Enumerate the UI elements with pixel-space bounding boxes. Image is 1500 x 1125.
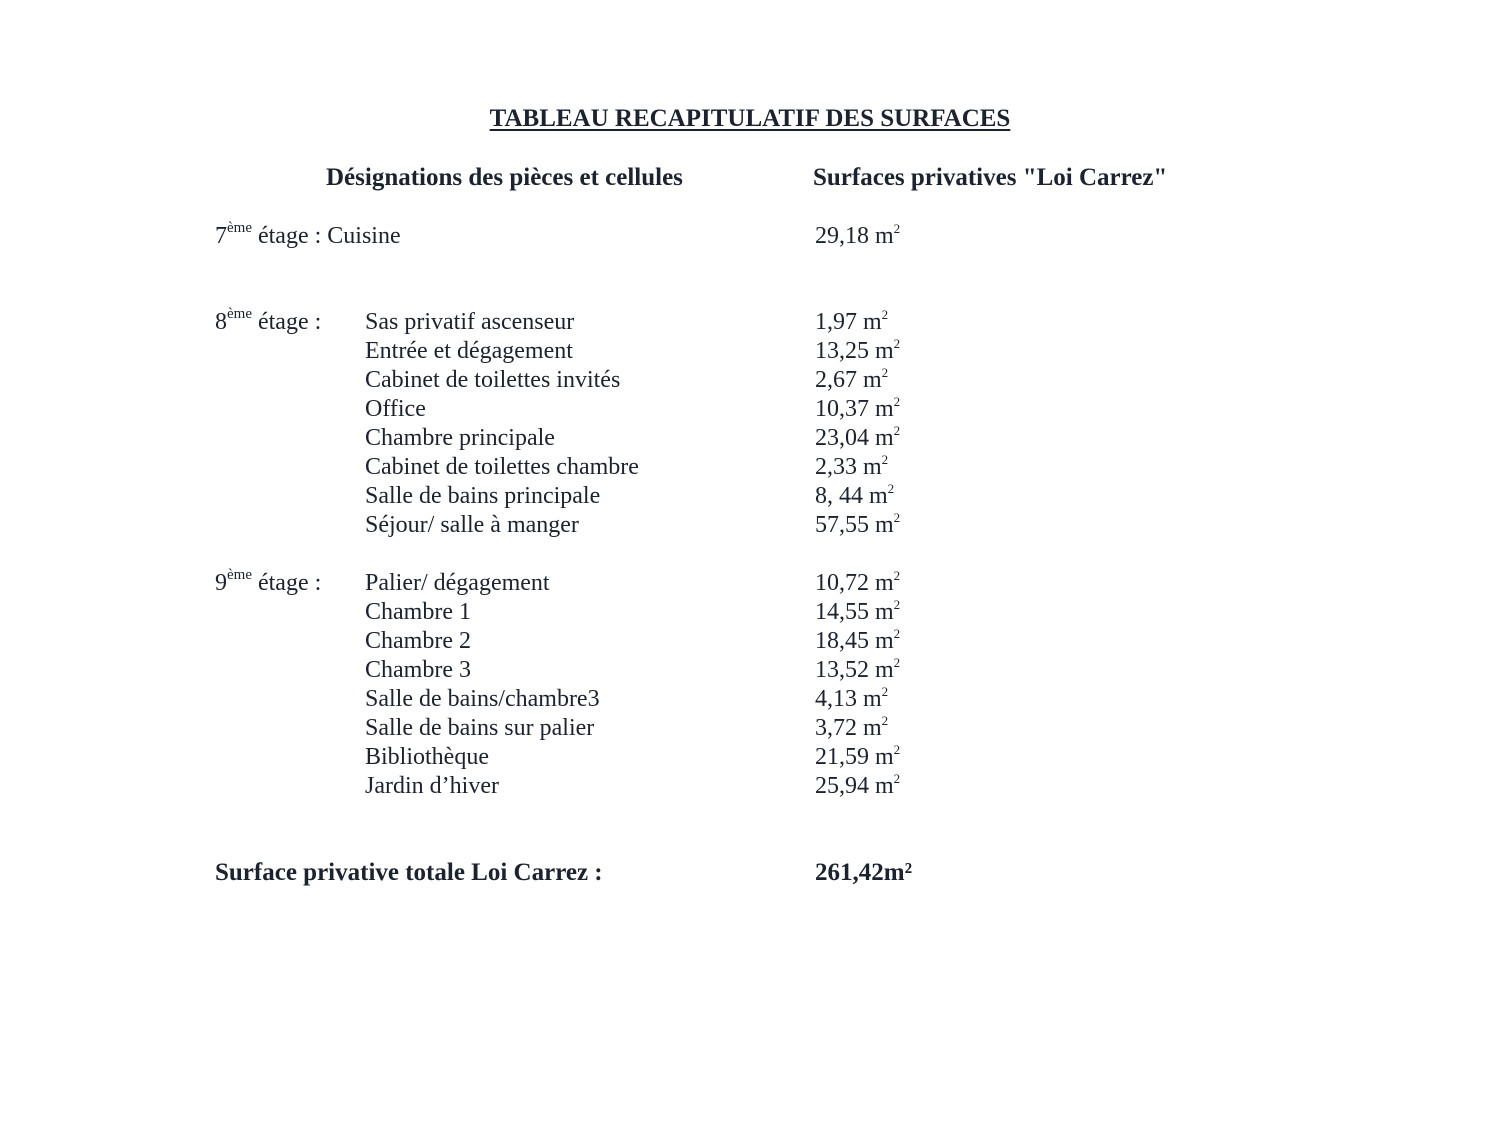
room-name: Palier/ dégagement xyxy=(365,570,550,596)
area-unit-exponent: 2 xyxy=(881,365,889,380)
room-area xyxy=(815,424,900,453)
room-name: Cuisine xyxy=(327,223,401,249)
area-value: 10,37 xyxy=(815,396,869,422)
floor-label xyxy=(215,569,321,598)
room-area xyxy=(815,714,888,743)
area-unit: m xyxy=(875,570,894,596)
area-unit-exponent: 2 xyxy=(893,221,901,236)
room-area xyxy=(815,337,900,366)
room-area xyxy=(815,772,900,801)
area-unit: m xyxy=(875,338,894,364)
area-value: 57,55 xyxy=(815,512,869,538)
area-unit: m xyxy=(869,483,888,509)
area-unit: m xyxy=(875,396,894,422)
room-name: Cabinet de toilettes invités xyxy=(365,367,621,393)
room-name: Chambre 1 xyxy=(365,599,471,625)
area-unit-exponent: 2 xyxy=(887,481,895,496)
room-name: Chambre principale xyxy=(365,425,555,451)
room-area xyxy=(815,453,888,482)
area-value: 29,18 xyxy=(815,223,869,249)
area-value: 23,04 xyxy=(815,425,869,451)
area-unit-exponent: 2 xyxy=(881,684,889,699)
area-unit-exponent: 2 xyxy=(881,452,889,467)
area-value: 18,45 xyxy=(815,628,869,654)
area-value: 1,97 xyxy=(815,309,857,335)
floor-label xyxy=(215,222,401,251)
area-unit-exponent: 2 xyxy=(893,655,901,670)
designation-column-header: Désignations des pièces et cellules xyxy=(326,164,683,191)
floor-text: étage : xyxy=(251,309,322,335)
surface-column-header: Surfaces privatives "Loi Carrez" xyxy=(813,164,1168,191)
floor-ordinal: ème xyxy=(227,306,252,322)
area-value: 14,55 xyxy=(815,599,869,625)
area-unit: m xyxy=(875,628,894,654)
area-unit: m xyxy=(875,223,894,249)
area-unit: m xyxy=(863,454,882,480)
area-unit-exponent: 2 xyxy=(893,336,901,351)
area-value: 13,52 xyxy=(815,657,869,683)
area-unit-exponent: 2 xyxy=(893,597,901,612)
floor-ordinal: ème xyxy=(227,220,252,236)
area-unit-exponent: 2 xyxy=(893,510,901,525)
room-area xyxy=(815,308,888,337)
area-unit-exponent: 2 xyxy=(881,713,889,728)
room-name: Salle de bains principale xyxy=(365,483,601,509)
room-name: Séjour/ salle à manger xyxy=(365,512,579,538)
area-unit-exponent: 2 xyxy=(893,423,901,438)
document-title: TABLEAU RECAPITULATIF DES SURFACES xyxy=(489,105,1011,132)
area-value: 2,67 xyxy=(815,367,857,393)
room-area xyxy=(815,511,900,540)
floor-number: 7 xyxy=(215,223,227,249)
area-unit: m xyxy=(863,686,882,712)
area-value: 10,72 xyxy=(815,570,869,596)
room-area xyxy=(815,482,894,511)
room-name: Salle de bains/chambre3 xyxy=(365,686,600,712)
area-unit-exponent: 2 xyxy=(893,626,901,641)
room-area xyxy=(815,366,888,395)
room-area xyxy=(815,685,888,714)
floor-number: 8 xyxy=(215,309,227,335)
room-area xyxy=(815,743,900,772)
room-area xyxy=(815,222,900,251)
area-unit: m xyxy=(863,367,882,393)
area-unit: m xyxy=(875,425,894,451)
total-label: Surface privative totale Loi Carrez : xyxy=(215,859,603,886)
floor-label xyxy=(215,308,321,337)
room-name: Office xyxy=(365,396,426,422)
room-name: Chambre 3 xyxy=(365,657,471,683)
area-unit-exponent: 2 xyxy=(893,771,901,786)
area-unit: m xyxy=(875,744,894,770)
area-unit: m xyxy=(863,309,882,335)
area-value: 25,94 xyxy=(815,773,869,799)
room-name: Cabinet de toilettes chambre xyxy=(365,454,639,480)
total-value: 261,42m² xyxy=(815,859,913,886)
area-value: 21,59 xyxy=(815,744,869,770)
room-name: Bibliothèque xyxy=(365,744,489,770)
area-unit: m xyxy=(875,512,894,538)
floor-ordinal: ème xyxy=(227,567,252,583)
area-unit: m xyxy=(875,773,894,799)
room-area xyxy=(815,395,900,424)
room-name: Salle de bains sur palier xyxy=(365,715,595,741)
area-value: 2,33 xyxy=(815,454,857,480)
room-area xyxy=(815,656,900,685)
area-unit: m xyxy=(863,715,882,741)
area-unit-exponent: 2 xyxy=(893,742,901,757)
area-value: 8, 44 xyxy=(815,483,863,509)
area-unit: m xyxy=(875,657,894,683)
room-name: Sas privatif ascenseur xyxy=(365,309,575,335)
room-area xyxy=(815,569,900,598)
floor-text: étage : xyxy=(251,223,328,249)
room-name: Chambre 2 xyxy=(365,628,471,654)
floor-number: 9 xyxy=(215,570,227,596)
room-area xyxy=(815,598,900,627)
area-value: 3,72 xyxy=(815,715,857,741)
area-value: 4,13 xyxy=(815,686,857,712)
room-name: Jardin d’hiver xyxy=(365,773,499,799)
area-unit-exponent: 2 xyxy=(893,394,901,409)
area-unit-exponent: 2 xyxy=(893,568,901,583)
area-unit: m xyxy=(875,599,894,625)
area-value: 13,25 xyxy=(815,338,869,364)
floor-text: étage : xyxy=(251,570,322,596)
room-name: Entrée et dégagement xyxy=(365,338,573,364)
area-unit-exponent: 2 xyxy=(881,307,889,322)
room-area xyxy=(815,627,900,656)
